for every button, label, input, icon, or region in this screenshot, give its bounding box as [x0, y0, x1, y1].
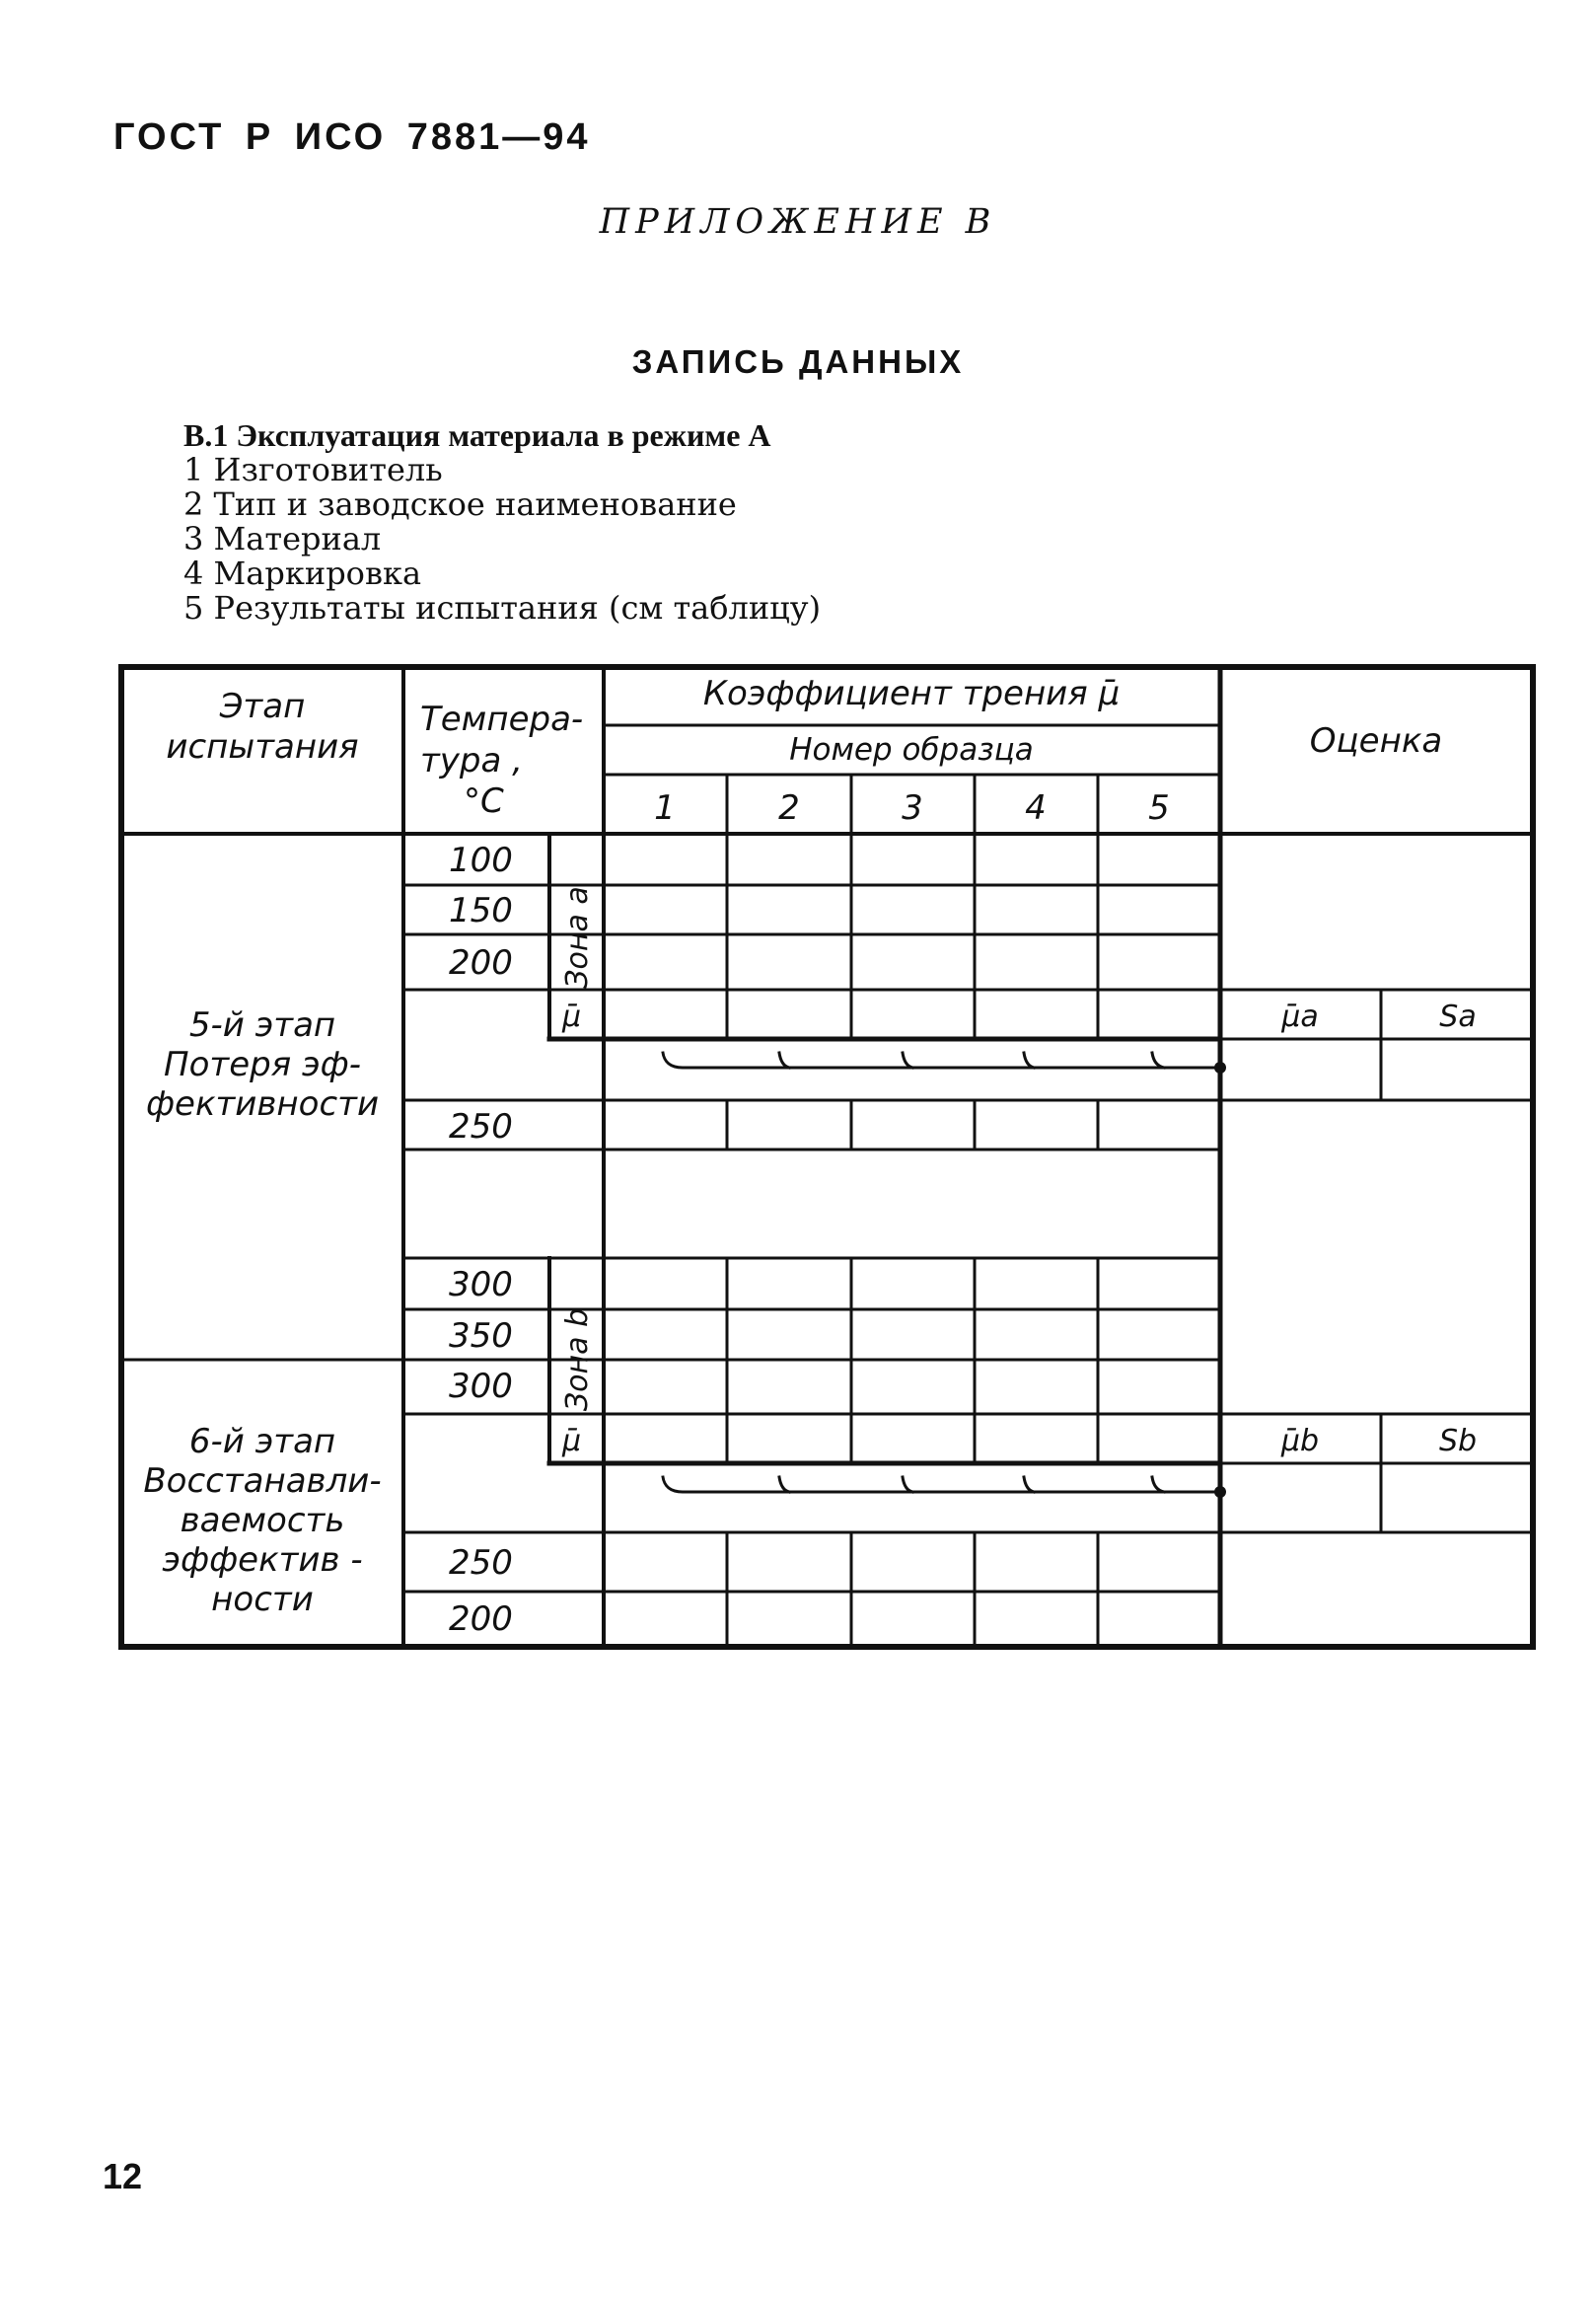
temp-header: тура , [420, 741, 523, 780]
sample-number: 1 [654, 788, 676, 828]
list-item: 3 Материал [183, 520, 382, 557]
brace-dot [1214, 1486, 1226, 1498]
stage-6-label: эффектив - [162, 1540, 363, 1580]
stage-6-label: Восстанавли- [143, 1461, 382, 1501]
temp-value: 250 [449, 1107, 513, 1147]
page-title: ЗАПИСЬ ДАННЫХ [631, 343, 965, 380]
temp-value: 300 [449, 1265, 513, 1304]
zone-a-label: Зона a [560, 886, 595, 989]
list-item: 2 Тип и заводское наименование [183, 485, 737, 523]
temp-header: °С [464, 781, 504, 821]
mean-b-label: μ̄b [1280, 1424, 1320, 1458]
brace-dot [1214, 1062, 1226, 1074]
section-heading: В.1 Эксплуатация материала в режиме А [183, 417, 771, 453]
temp-value: 250 [449, 1543, 513, 1583]
temp-value: 350 [449, 1316, 513, 1356]
list-item: 1 Изготовитель [183, 451, 443, 488]
mean-mu-label: μ̄ [562, 1000, 582, 1034]
mean-mu-label: μ̄ [562, 1424, 582, 1458]
stage-header: испытания [166, 727, 359, 767]
temp-value: 100 [449, 841, 513, 880]
stage-5-label: фективности [145, 1084, 380, 1124]
temp-header: Темпера- [420, 700, 584, 739]
temp-value: 150 [449, 891, 513, 930]
appendix-title: ПРИЛОЖЕНИЕ В [599, 202, 997, 242]
coef-header: Коэффициент трения μ̄ [702, 674, 1121, 713]
temp-value: 200 [449, 1599, 513, 1639]
rating-header: Оценка [1309, 721, 1443, 761]
stage-6-label: 6-й этап [188, 1422, 336, 1461]
std-a-label: Sa [1439, 1000, 1477, 1034]
page-number: 12 [103, 2156, 143, 2196]
document-header: ГОСТ Р ИСО 7881—94 [113, 116, 591, 158]
stage-6-label: ваемость [180, 1501, 345, 1540]
stage-5-label: Потеря эф- [164, 1045, 361, 1084]
stage-6-label: ности [211, 1580, 314, 1619]
sample-number: 3 [902, 788, 923, 828]
temp-value: 200 [449, 943, 513, 983]
sample-header: Номер образца [789, 732, 1034, 768]
std-b-label: Sb [1438, 1424, 1478, 1458]
stage-5-label: 5-й этап [188, 1005, 336, 1045]
sample-number: 2 [778, 788, 800, 828]
zone-b-label: Зона b [560, 1307, 595, 1412]
mean-a-label: μ̄a [1281, 1000, 1319, 1034]
sample-number: 5 [1148, 788, 1170, 828]
stage-header: Этап [219, 687, 306, 726]
list-item: 4 Маркировка [183, 555, 422, 592]
sample-number: 4 [1025, 788, 1047, 828]
temp-value: 300 [449, 1367, 513, 1406]
list-item: 5 Результаты испытания (см таблицу) [183, 589, 822, 627]
